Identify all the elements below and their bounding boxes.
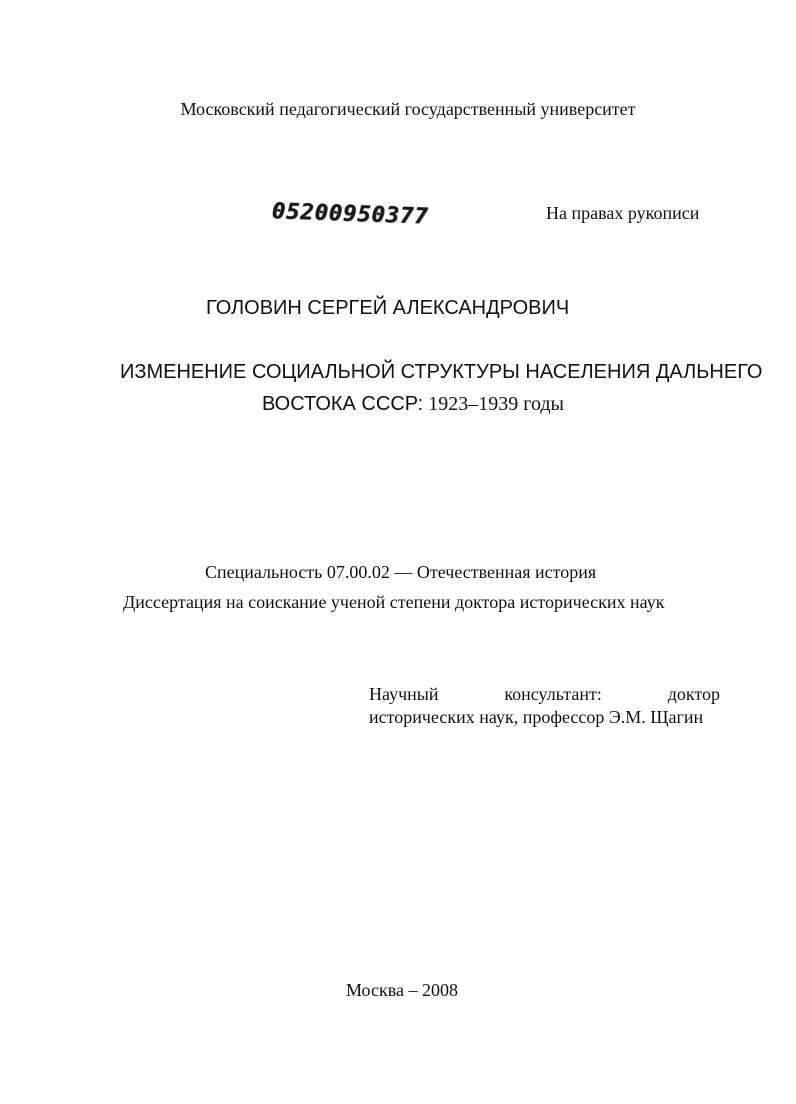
consultant-word-1: Научный <box>369 684 439 704</box>
thesis-title-region: ВОСТОКА СССР: <box>262 393 424 415</box>
specialty-line: Специальность 07.00.02 — Отечественная история <box>205 562 597 582</box>
rights-note: На правах рукописи <box>546 203 700 223</box>
archive-stamp-number: 05200950377 <box>271 199 430 230</box>
dissertation-degree-line: Диссертация на соискание ученой степени доктора исторических наук <box>123 592 665 612</box>
city-year: Москва – 2008 <box>346 980 458 1000</box>
scientific-consultant <box>369 683 720 729</box>
thesis-title-line-2 <box>262 393 564 416</box>
author-name: ГОЛОВИН СЕРГЕЙ АЛЕКСАНДРОВИЧ <box>206 297 570 319</box>
thesis-title-line-1: ИЗМЕНЕНИЕ СОЦИАЛЬНОЙ СТРУКТУРЫ НАСЕЛЕНИЯ ДАЛЬНЕГО <box>120 361 763 383</box>
thesis-title-years: 1923–1939 годы <box>428 393 564 415</box>
consultant-line-1 <box>369 683 720 706</box>
consultant-word-3: доктор <box>667 684 720 704</box>
consultant-line-2: исторических наук, профессор Э.М. Щагин <box>369 707 704 727</box>
university-name: Московский педагогический государственный университет <box>180 99 636 119</box>
consultant-word-2: консультант: <box>504 684 602 704</box>
